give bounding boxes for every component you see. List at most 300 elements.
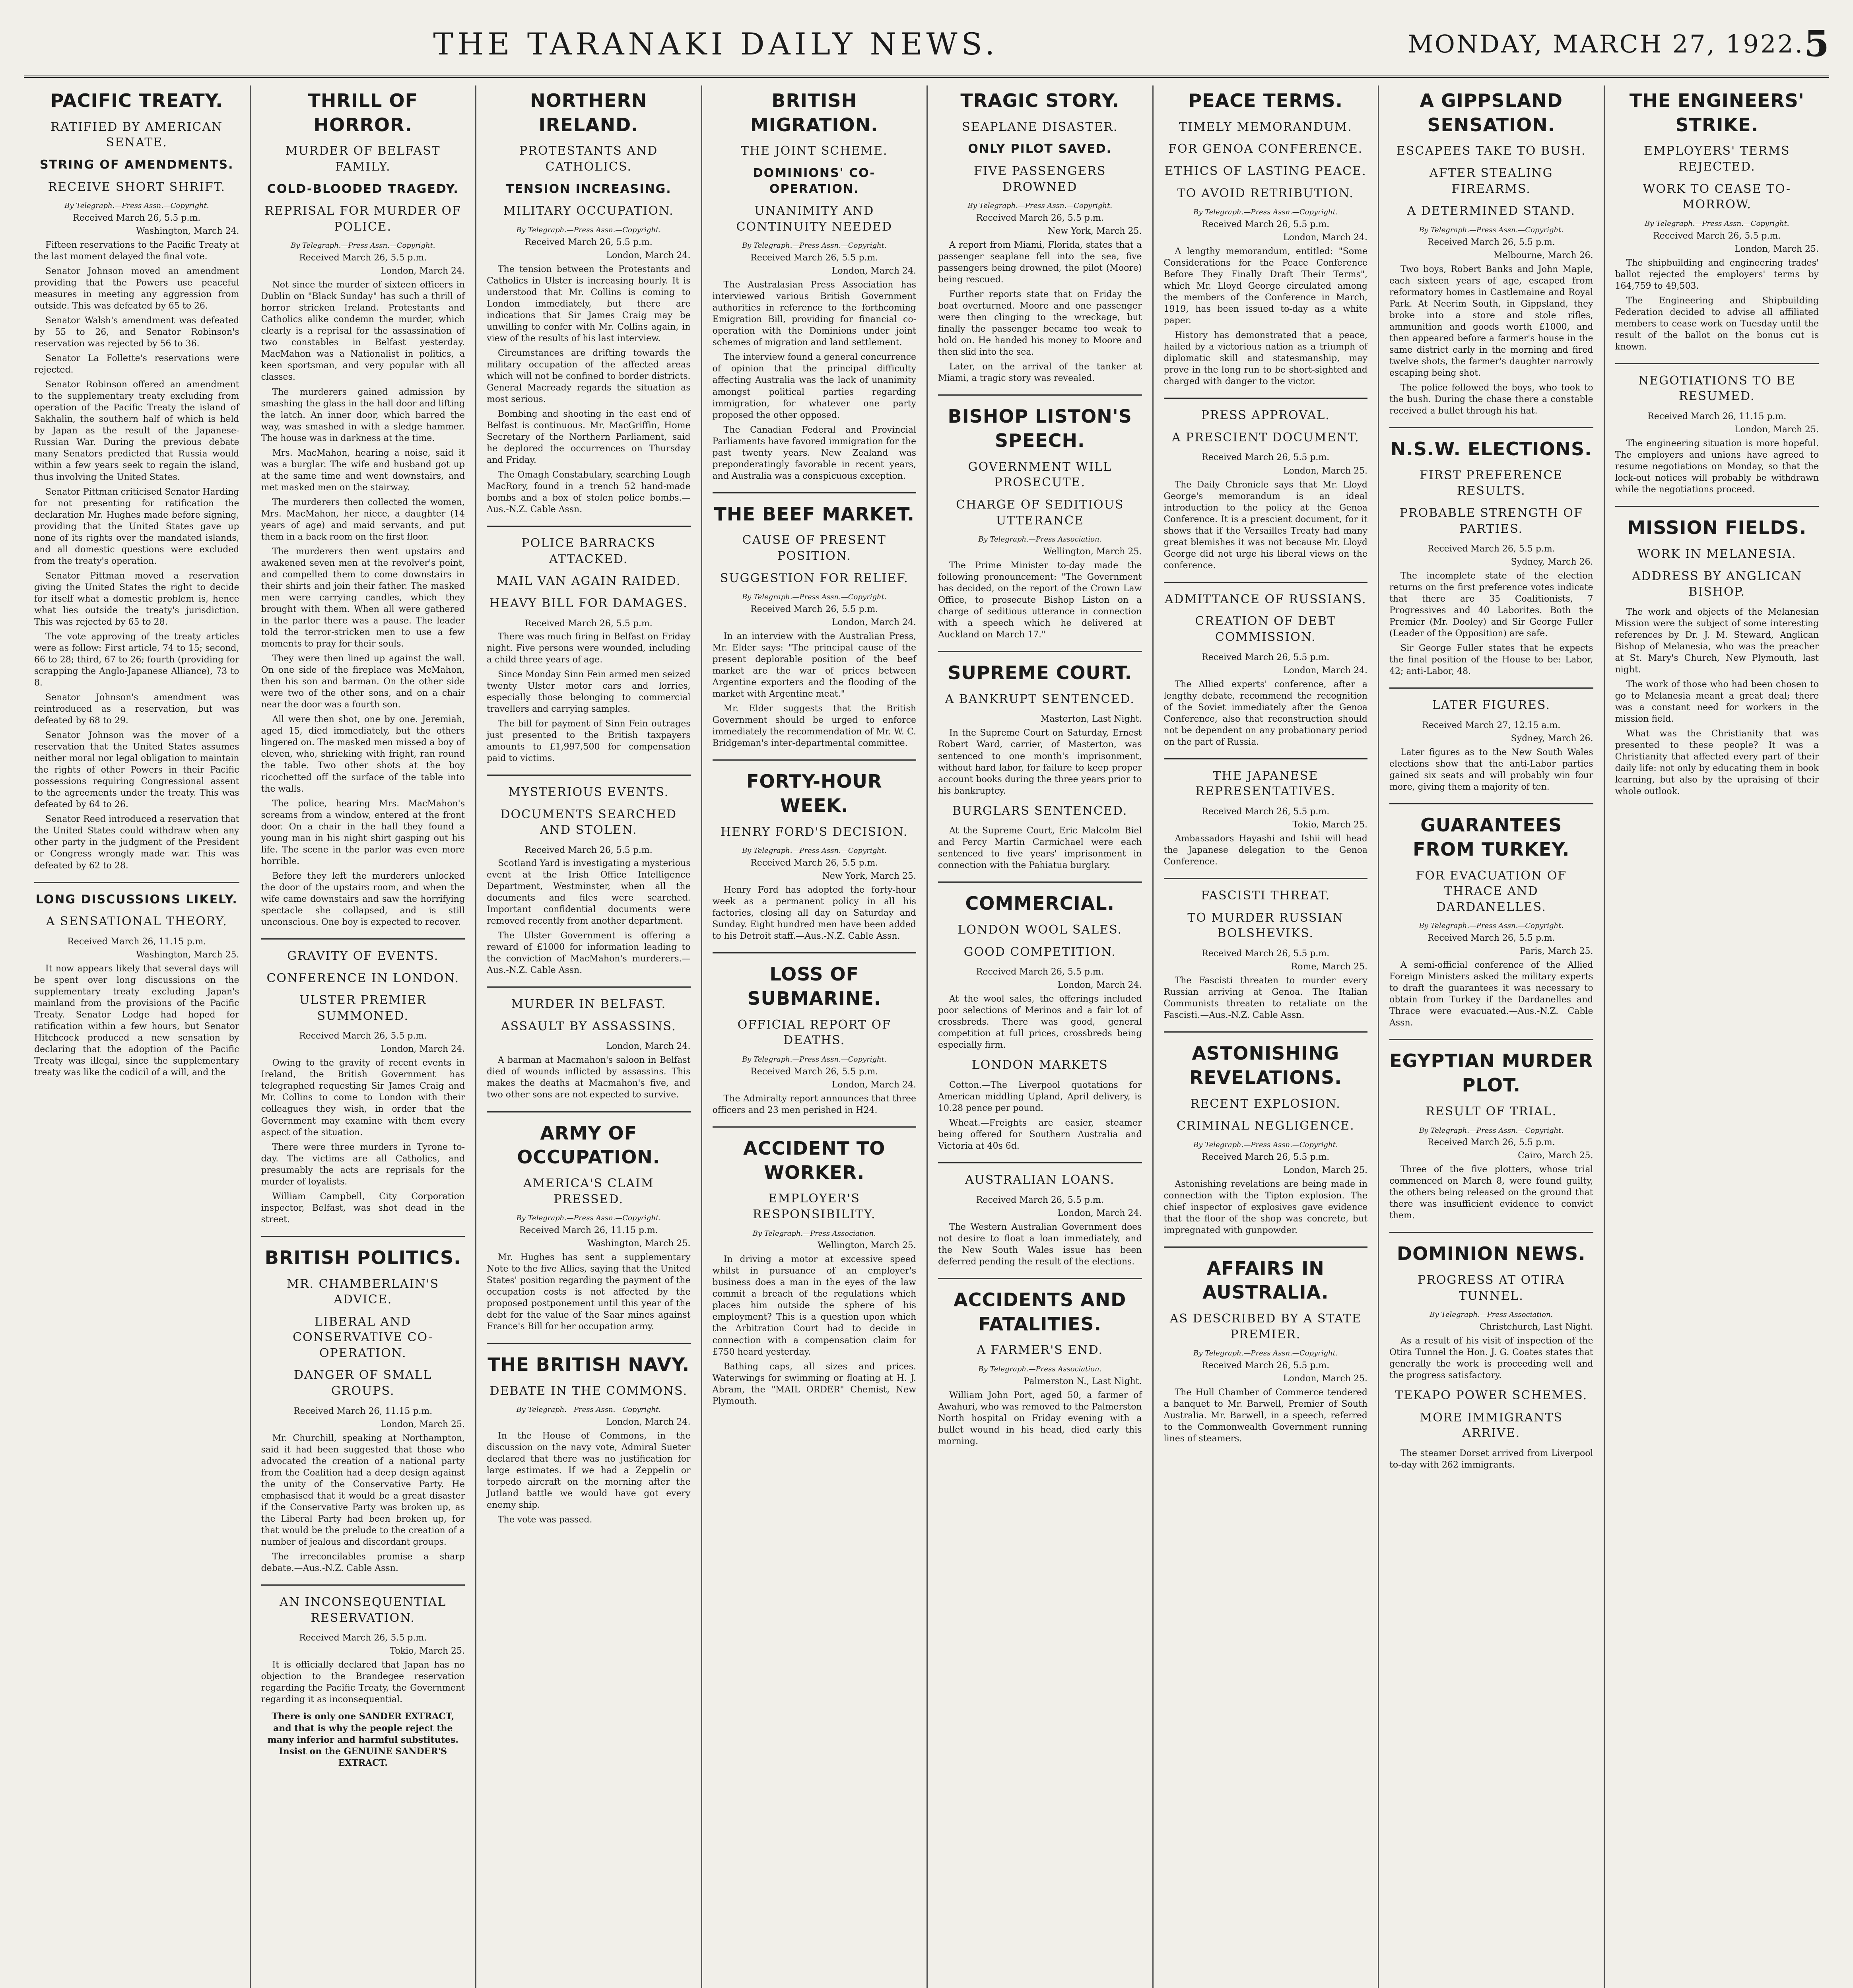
subheading: ADDRESS BY ANGLICAN BISHOP.	[1632, 569, 1802, 599]
wire-credit: By Telegraph.—Press Assn.—Copyright.	[1193, 1140, 1338, 1149]
column-7	[1378, 85, 1604, 1988]
subheading: WORK IN MELANESIA.	[1637, 547, 1797, 561]
paragraph: The shipbuilding and engineering trades' ballot rejected the employers' terms by 164,759 to 49,503.	[1615, 258, 1819, 291]
received-line: Received March 26, 5.5 p.m.	[976, 1195, 1104, 1205]
received-line: Received March 26, 5.5 p.m.	[1202, 452, 1330, 463]
dateline: Wellington, March 25.	[817, 1241, 916, 1251]
paragraph: The work and objects of the Melanesian Mission were the subject of some interesting references by Dr. J. M. Steward, Anglican Bishop of Melanesia, who was the preacher at St. Mary's Church, New Plymouth, last night.	[1615, 607, 1819, 675]
subheading: CRIMINAL NEGLIGENCE.	[1176, 1119, 1355, 1133]
article-mission-fields	[1615, 516, 1819, 808]
subheading: MILITARY OCCUPATION.	[503, 204, 674, 218]
article-admittance-of-russians	[1164, 592, 1368, 759]
article-tragic-story	[938, 89, 1142, 396]
received-line: Received March 26, 5.5 p.m.	[1202, 807, 1330, 817]
headline: FASCISTI THREAT.	[1201, 889, 1331, 903]
wire-credit: By Telegraph.—Press Association.	[752, 1229, 876, 1238]
paragraph: The Fascisti threaten to murder every Russian arriving at Genoa. The Italian Communists threaten to retaliate on the Fascisti.—Aus.-N.Z. Cable Assn.	[1163, 976, 1367, 1021]
article-accidents-fatalities	[938, 1288, 1142, 1458]
dateline: Melbourne, March 26.	[1494, 250, 1593, 260]
subheading: DOMINIONS' CO-OPERATION.	[753, 166, 876, 196]
dateline: London, March 24.	[831, 1079, 916, 1090]
subheading: WORK TO CEASE TO-MORROW.	[1643, 182, 1791, 212]
dateline: Washington, March 24.	[136, 226, 239, 236]
headline: ADMITTANCE OF RUSSIANS.	[1164, 592, 1367, 606]
dateline: Rome, March 25.	[1291, 961, 1367, 972]
received-line: Received March 26, 5.5 p.m.	[750, 1066, 878, 1077]
paragraph: The Australasian Press Association has interviewed various British Government authorities in reference to the forthcoming Emigration Bill, providing for financial co-operation with the Dominions under joint schemes of migration and land settlement.	[712, 280, 916, 348]
headline: ARMY OF OCCUPATION.	[517, 1122, 660, 1168]
headline: PRESS APPROVAL.	[1201, 408, 1330, 423]
wire-credit: By Telegraph.—Press Assn.—Copyright.	[64, 202, 209, 210]
paragraph: Cotton.—The Liverpool quotations for American middling Upland, April delivery, is 10.28 pence per pound.	[938, 1080, 1142, 1114]
paragraph: The Daily Chronicle says that Mr. Lloyd George's memorandum is an ideal introduction to the policy at the Genoa Conference. It is a prescient document, for it shows that if the Versailles Treaty had many great blemishes it was not because Mr. Lloyd George did not urge his liberal views on the conference.	[1163, 480, 1367, 571]
dateline: New York, March 25.	[1048, 226, 1142, 236]
wire-credit: By Telegraph.—Press Association.	[1430, 1310, 1553, 1319]
article-forty-hour-week	[713, 769, 917, 953]
article-british-politics	[261, 1246, 465, 1586]
headline: N.S.W. ELECTIONS.	[1390, 438, 1592, 460]
headline: LONG DISCUSSIONS LIKELY.	[35, 892, 238, 907]
headline: THRILL OF HORROR.	[308, 90, 418, 136]
columns	[24, 85, 1829, 1988]
article-police-barracks	[487, 536, 691, 776]
paragraph: Mr. Elder suggests that the British Government should be urged to enforce immediately the recommendation of Mr. W. C. Bridgeman's inter-departmental committee.	[712, 704, 916, 749]
subheading: AMERICA'S CLAIM PRESSED.	[523, 1176, 654, 1206]
dateline: Cairo, March 25.	[1518, 1151, 1593, 1161]
received-line: Received March 26, 5.5 p.m.	[1202, 948, 1330, 959]
paragraph: Senator Robinson offered an amendment to the supplementary treaty excluding from operation of the Pacific Treaty the island of Sakhalin, the southern half of which is held by Japan as the result of the Japanese-Russian War. During the previous debate many Senators predicted that Russia would within a few years seek to regain the island, thus involving the United States.	[34, 380, 239, 482]
received-line: Received March 26, 11.15 p.m.	[67, 936, 206, 947]
paragraph: A lengthy memorandum, entitled: "Some Considerations for the Peace Conference Before They Finally Draft Their Terms", which Mr. Lloyd George circulated among the members of the Conference in March, 1919, has been issued to-day as a white paper.	[1163, 246, 1367, 326]
received-line: Received March 26, 5.5 p.m.	[73, 213, 201, 223]
dateline: London, March 25.	[1283, 1165, 1367, 1175]
received-line: Received March 27, 12.15 a.m.	[1422, 720, 1561, 731]
received-line: Received March 26, 5.5 p.m.	[976, 213, 1104, 223]
paragraph: A barman at Macmahon's saloon in Belfast died of wounds inflicted by assassins. This makes the deaths at Macmahon's five, and two other sons are not expected to survive.	[487, 1055, 691, 1100]
paragraph: Sir George Fuller states that he expects the final position of the House to be: Labor, 42; anti-Labor, 48.	[1389, 643, 1593, 677]
wire-credit: By Telegraph.—Press Assn.—Copyright.	[1419, 922, 1564, 930]
headline: THE JAPANESE REPRESENTATIVES.	[1195, 769, 1336, 799]
wire-credit: By Telegraph.—Press Assn.—Copyright.	[742, 846, 887, 855]
received-line: Received March 26, 5.5 p.m.	[1427, 933, 1555, 944]
paragraph: The Omagh Constabulary, searching Lough MacRory, found in a trench 52 hand-made bombs and a box of stolen police bombs.—Aus.-N.Z. Cable Assn.	[487, 470, 691, 515]
dateline: New York, March 25.	[822, 871, 916, 881]
article-press-approval	[1164, 408, 1368, 583]
wire-credit: By Telegraph.—Press Assn.—Copyright.	[742, 593, 887, 602]
headline: ACCIDENTS AND FATALITIES.	[954, 1289, 1127, 1335]
received-line: Received March 26, 5.5 p.m.	[1427, 1138, 1555, 1148]
paragraph: The police, hearing Mrs. MacMahon's screams from a window, entered at the front door. On a chair in the hall they found a young man in his night shirt gasping out his life. The scene in the parlor was even more horrible.	[261, 798, 465, 866]
subheading: SEAPLANE DISASTER.	[962, 120, 1118, 134]
paragraph: Scotland Yard is investigating a mysterious event at the Irish Office Intelligence Department, Westminster, when all the documents and files were searched. Important confidential documents were removed recently from another department.	[487, 858, 691, 926]
headline: THE ENGINEERS' STRIKE.	[1629, 90, 1804, 136]
dateline: London, March 24.	[380, 266, 465, 276]
column-6	[1152, 85, 1378, 1988]
dateline: Christchurch, Last Night.	[1479, 1322, 1593, 1332]
wire-credit: By Telegraph.—Press Assn.—Copyright.	[290, 241, 435, 250]
paragraph: It is officially declared that Japan has no objection to the Brandegee reservation regarding the Pacific Treaty, the Government regarding it as inconsequential.	[261, 1660, 465, 1705]
paragraph: The steamer Dorset arrived from Liverpool to-day with 262 immigrants.	[1389, 1448, 1593, 1470]
headline: THE BRITISH NAVY.	[488, 1354, 690, 1376]
article-japanese-representatives	[1164, 768, 1368, 879]
subheading: MORE IMMIGRANTS ARRIVE.	[1420, 1410, 1563, 1441]
paragraph: William Campbell, City Corporation inspector, Belfast, was shot dead in the street.	[261, 1191, 465, 1225]
headline: ACCIDENT TO WORKER.	[743, 1137, 886, 1183]
wire-credit: By Telegraph.—Press Assn.—Copyright.	[516, 225, 661, 234]
headline: LOSS OF SUBMARINE.	[747, 963, 882, 1010]
headline: GUARANTEES FROM TURKEY.	[1413, 814, 1570, 860]
subheading: ASSAULT BY ASSASSINS.	[501, 1019, 676, 1033]
paragraph: The irreconcilables promise a sharp debate.—Aus.-N.Z. Cable Assn.	[261, 1552, 465, 1574]
paragraph: Three of the five plotters, whose trial commenced on March 8, were found guilty, the others being released on the ground that there was insufficient evidence to convict them.	[1389, 1165, 1593, 1221]
subheading: A SENSATIONAL THEORY.	[46, 914, 227, 929]
subheading: OFFICIAL REPORT OF DEATHS.	[737, 1017, 891, 1048]
article-australian-loans	[938, 1172, 1142, 1279]
subheading: STRING OF AMENDMENTS.	[40, 157, 234, 172]
article-guarantees-from-turkey	[1389, 813, 1593, 1040]
paragraph: The Prime Minister to-day made the following pronouncement: "The Government has decided, on the report of the Crown Law Office, to prosecute Bishop Liston on a charge of seditious utterance in connection with a speech which he delivered at Auckland on March 17."	[938, 560, 1142, 640]
received-line: Received March 26, 5.5 p.m.	[1202, 1361, 1330, 1371]
wire-credit: By Telegraph.—Press Assn.—Copyright.	[967, 202, 1113, 210]
paragraph: Circumstances are drifting towards the military occupation of the affected areas which will not be confined to border districts. General Macready regards the situation as most serious.	[487, 348, 691, 404]
subheading: AS DESCRIBED BY A STATE PREMIER.	[1169, 1312, 1362, 1342]
paragraph: Senator Walsh's amendment was defeated by 55 to 26, and Senator Robinson's reservation was rejected by 56 to 36.	[34, 316, 239, 349]
dateline: London, March 24.	[1283, 232, 1367, 243]
dateline: London, March 24.	[606, 1041, 691, 1052]
dateline: Palmerston N., Last Night.	[1024, 1376, 1142, 1386]
subheading: TENSION INCREASING.	[505, 182, 672, 196]
headline: TRAGIC STORY.	[960, 90, 1120, 111]
dateline: Washington, March 25.	[136, 949, 239, 960]
wire-credit: By Telegraph.—Press Assn.—Copyright.	[1193, 1349, 1338, 1358]
paragraph: Senator La Follette's reservations were rejected.	[34, 353, 239, 375]
paragraph: At the Supreme Court, Eric Malcolm Biel and Percy Martin Carmichael were each sentenced to five years' imprisonment in connection with the Pahiatua burglary.	[938, 826, 1142, 871]
paragraph: The Allied experts' conference, after a lengthy debate, recommend the recognition of the Soviet immediately after the Genoa Conference, also that reconstruction should not be dependent on any probationary period on the part of Russia.	[1163, 679, 1367, 747]
paragraph: The Admiralty report announces that three officers and 23 men perished in H24.	[712, 1093, 916, 1115]
headline: AN INCONSEQUENTIAL RESERVATION.	[280, 1595, 447, 1625]
column-3	[475, 85, 701, 1988]
subheading: A PRESCIENT DOCUMENT.	[1171, 430, 1360, 445]
subheading: CHARGE OF SEDITIOUS UTTERANCE	[956, 497, 1124, 528]
article-inconsequential-reservation	[261, 1594, 465, 1776]
article-british-navy	[487, 1353, 691, 1536]
subheading: ULSTER PREMIER SUMMONED.	[299, 993, 427, 1023]
paragraph: The interview found a general concurrence of opinion that the principal difficulty affecting Australia was the lack of unanimity amongst political parties regarding immigration, for whatever one party proposed the other opposed.	[712, 352, 916, 420]
dateline: Paris, March 25.	[1520, 946, 1593, 957]
subheading: THE JOINT SCHEME.	[740, 144, 888, 158]
paragraph: The work of those who had been chosen to go to Melanesia meant a great deal; there was a constant need for workers in the mission field.	[1615, 679, 1819, 724]
headline: FORTY-HOUR WEEK.	[746, 771, 882, 817]
paragraph: The vote approving of the treaty articles were as follow: First article, 74 to 15; second, 66 to 28; third, 67 to 26; fourth (providing for scrapping the Anglo-Japanese Alliance), 73 to 8.	[34, 631, 239, 688]
subheading: DEBATE IN THE COMMONS.	[489, 1384, 688, 1398]
received-line: Received March 26, 5.5 p.m.	[299, 1031, 427, 1041]
subheading: FIVE PASSENGERS DROWNED	[973, 164, 1106, 194]
subheading: LONDON MARKETS	[971, 1058, 1108, 1072]
received-line: Received March 26, 5.5 p.m.	[524, 618, 653, 629]
dateline: London, March 24.	[380, 1044, 465, 1054]
wire-credit: By Telegraph.—Press Assn.—Copyright.	[516, 1406, 661, 1414]
headline: AUSTRALIAN LOANS.	[965, 1173, 1115, 1187]
subheading: RECEIVE SHORT SHRIFT.	[48, 180, 225, 194]
received-line: Received March 26, 5.5 p.m.	[1202, 1152, 1330, 1162]
received-line: Received March 26, 5.5 p.m.	[1202, 652, 1330, 662]
subheading: LIBERAL AND CONSERVATIVE CO-OPERATION.	[293, 1314, 433, 1360]
paragraph: Henry Ford has adopted the forty-hour week as a permanent policy in all his factories, closing all day on Saturday and Sunday. Eight hundred men have been added to his Detroit staff.—Aus.-N.Z. Cable Assn.	[712, 885, 916, 942]
subheading: HEAVY BILL FOR DAMAGES.	[489, 596, 688, 611]
article-northern-ireland	[487, 89, 691, 527]
article-pacific-treaty	[34, 89, 239, 883]
received-line: Received March 26, 5.5 p.m.	[750, 604, 878, 614]
article-gippsland-sensation	[1389, 89, 1593, 428]
subheading: TEKAPO POWER SCHEMES.	[1395, 1388, 1588, 1403]
paragraph: The engineering situation is more hopeful. The employers and unions have agreed to resume negotiations on Monday, so that the lock-out notices will probably be withdrawn while the negotiations proceed.	[1615, 439, 1819, 495]
column-1	[24, 85, 250, 1988]
column-5	[926, 85, 1152, 1988]
paragraph: Mrs. MacMahon, hearing a noise, said it was a burglar. The wife and husband got up at the same time and went downstairs, and met masked men on the stairway.	[261, 448, 465, 493]
received-line: Received March 26, 5.5 p.m.	[524, 845, 653, 855]
paragraph: The murderers then went upstairs and awakened seven men at the revolver's point, and compelled them to come downstairs in their shirts and join their father. The masked men were carrying candles, which they brought with them. When all were gathered in the parlor there was a pause. The leader told the terror-stricken men to use a few moments to pray for their souls.	[261, 546, 465, 649]
paragraph: Senator Pittman moved a reservation giving the United States the right to decide for itself what a domestic problem is, hence what lies outside the treaty's jurisdiction. This was rejected by 65 to 28.	[34, 571, 239, 627]
article-egyptian-murder-plot	[1389, 1049, 1593, 1233]
subheading: EMPLOYERS' TERMS REJECTED.	[1643, 144, 1790, 174]
subheading: A DETERMINED STAND.	[1407, 204, 1575, 218]
headline: BRITISH POLITICS.	[264, 1246, 461, 1268]
received-line: Received March 26, 5.5 p.m.	[750, 253, 878, 263]
subheading: MR. CHAMBERLAIN'S ADVICE.	[287, 1277, 439, 1307]
article-negotiations-resumed	[1615, 373, 1819, 507]
paragraph: Later, on the arrival of the tanker at Miami, a tragic story was revealed.	[938, 362, 1142, 384]
article-affairs-in-australia	[1164, 1256, 1368, 1455]
subheading: AFTER STEALING FIREARMS.	[1429, 166, 1553, 196]
subheading: FOR EVACUATION OF THRACE AND DARDANELLES.	[1416, 868, 1567, 914]
paragraph: All were then shot, one by one. Jeremiah, aged 15, died immediately, but the others lingered on. The masked men missed a boy of eleven, who, shrieking with fright, ran round the table. Two other shots at the boy ricochetted off the surface of the table into the walls.	[261, 714, 465, 794]
dateline: Tokio, March 25.	[1292, 820, 1367, 830]
paragraph: In driving a motor at excessive speed whilst in pursuance of an employer's business does a man in the eyes of the law commit a breach of the regulations which places him outside the sphere of his employment? This is a question upon which the Arbitration Court had to decide in connection with a compensation claim for £750 heard yesterday.	[712, 1254, 916, 1357]
received-line: Received March 26, 5.5 p.m.	[750, 858, 878, 868]
dateline: Wellington, March 25.	[1043, 546, 1142, 557]
paragraph: The Hull Chamber of Commerce tendered a banquet to Mr. Barwell, Premier of South Australia. Mr. Barwell, in a speech, referred to the Commonwealth Government running lines of steamers.	[1163, 1388, 1367, 1444]
masthead	[24, 12, 1829, 78]
subheading: A BANKRUPT SENTENCED.	[945, 692, 1135, 706]
headline: MYSTERIOUS EVENTS.	[508, 785, 669, 800]
subheading: TO AVOID RETRIBUTION.	[1177, 186, 1354, 200]
paragraph: Mr. Hughes has sent a supplementary Note to the five Allies, saying that the United States' position regarding the payment of the occupation costs is not affected by the proposed postponement until this year of the debt for the value of the Saar mines against France's Bill for her occupation army.	[487, 1252, 691, 1332]
article-beef-market	[713, 502, 917, 761]
dateline: Sydney, March 26.	[1511, 557, 1593, 567]
received-line: Received March 26, 11.15 p.m.	[1647, 412, 1787, 422]
paragraph: Senator Pittman criticised Senator Harding for not presenting for ratification the declaration Mr. Hughes made before signing, providing that the United States gave up none of its rights over the mandated islands, and all domestic questions were excluded from the treaty's operation.	[34, 487, 239, 566]
subheading: TO MURDER RUSSIAN BOLSHEVIKS.	[1187, 911, 1344, 941]
article-british-migration	[713, 89, 917, 493]
paragraph: The Western Australian Government does not desire to float a loan immediately, and the New South Wales issue has been deferred pending the result of the elections.	[938, 1222, 1142, 1267]
paragraph: The murderers then collected the women, Mrs. MacMahon, her niece, a daughter (14 years of age) and maid servants, and put them in a back room on the first floor.	[261, 497, 465, 542]
dateline: London, March 24.	[1057, 980, 1142, 990]
headline: POLICE BARRACKS ATTACKED.	[521, 536, 656, 566]
article-loss-of-submarine	[713, 962, 917, 1128]
headline: SUPREME COURT.	[948, 662, 1132, 684]
subheading: DANGER OF SMALL GROUPS.	[293, 1368, 432, 1398]
paragraph: Since Monday Sinn Fein armed men seized twenty Ulster motor cars and lorries, especially those belonging to commercial travellers and carrying samples.	[487, 669, 691, 714]
paragraph: A semi-official conference of the Allied Foreign Ministers asked the military experts to draft the guarantees it was necessary to obtain from Turkey if the Dardanelles and Thrace were evacuated.—Aus.-N.Z. Cable Assn.	[1389, 960, 1593, 1028]
headline: MISSION FIELDS.	[1627, 517, 1807, 539]
received-line: Received March 26, 5.5 p.m.	[1202, 219, 1330, 229]
advertisement: Bathing caps, all sizes and prices. Waterwings for swimming or floating at H. J. Abram, the "MAIL ORDER" Chemist, New Plymouth.	[712, 1361, 916, 1406]
paragraph: A report from Miami, Florida, states that a passenger seaplane fell into the sea, five passengers being drowned, the pilot (Moore) being rescued.	[938, 240, 1142, 285]
headline: PEACE TERMS.	[1188, 90, 1343, 111]
subheading: HENRY FORD'S DECISION.	[721, 825, 908, 839]
article-gravity-of-events	[261, 948, 465, 1237]
received-line: Received March 26, 5.5 p.m.	[1653, 231, 1781, 241]
dateline: London, March 25.	[380, 1419, 465, 1429]
paragraph: Fifteen reservations to the Pacific Treaty at the last moment delayed the final vote.	[34, 240, 239, 262]
subheading: UNANIMITY AND CONTINUITY NEEDED	[736, 204, 892, 234]
article-mysterious-events	[487, 784, 691, 988]
paragraph: There was much firing in Belfast on Friday night. Five persons were wounded, including a child three years of age.	[487, 631, 691, 665]
dateline: London, March 24.	[831, 266, 916, 276]
subheading: EMPLOYER'S RESPONSIBILITY.	[752, 1192, 876, 1221]
paragraph: In the Supreme Court on Saturday, Ernest Robert Ward, carrier, of Masterton, was sentenced to one month's imprisonment, without hard labor, for failure to keep proper account books during the three years prior to his bankruptcy.	[938, 728, 1142, 796]
dateline: London, March 25.	[1283, 1374, 1367, 1384]
paragraph: In the House of Commons, in the discussion on the navy vote, Admiral Sueter declared that there was no justification for large estimates. If we had a Zeppelin or torpedo aircraft on the morning after the Jutland battle we would have got every enemy ship.	[487, 1431, 691, 1510]
dateline: Tokio, March 25.	[390, 1646, 465, 1656]
paragraph: The Engineering and Shipbuilding Federation decided to advise all affiliated members to cease work on Tuesday until the result of the ballot on the bonus cut is known.	[1615, 295, 1819, 352]
paragraph: Senator Johnson's amendment was reintroduced as a reservation, but was defeated by 68 to 29.	[34, 693, 239, 726]
subheading: FOR GENOA CONFERENCE.	[1168, 142, 1363, 156]
paragraph: Ambassadors Hayashi and Ishii will head the Japanese delegation to the Genoa Conference.	[1163, 834, 1367, 867]
received-line: Received March 26, 5.5 p.m.	[1427, 237, 1555, 247]
paragraph: Senator Johnson was the mover of a reservation that the United States assumes neither moral nor legal obligation to maintain the rights of other Powers in their Pacific possessions requiring Congressional assent to the agreements under the treaty. This was defeated by 64 to 26.	[34, 730, 239, 810]
paragraph: They were then lined up against the wall. On one side of the fireplace was McMahon, then his son and barman. On the other side were two of the other sons, and on a chair near the door was a fourth son.	[261, 654, 465, 710]
paragraph: Owing to the gravity of recent events in Ireland, the British Government has telegraphed requesting Sir James Craig and Mr. Collins to come to London with their colleagues they wish, in order that the Government may examine with them every aspect of the situation.	[261, 1058, 465, 1138]
article-thrill-of-horror	[261, 89, 465, 940]
paragraph: There were three murders in Tyrone to-day. The victims are all Catholics, and presumably the acts are reprisals for the murder of loyalists.	[261, 1142, 465, 1187]
dateline: Masterton, Last Night.	[1040, 714, 1142, 724]
paragraph: The Ulster Government is offering a reward of £1000 for information leading to the conviction of MacMahon's murderers.—Aus.-N.Z. Cable Assn.	[487, 931, 691, 976]
dateline: London, March 24.	[831, 617, 916, 628]
paragraph: Further reports state that on Friday the boat overturned. Moore and one passenger were then clinging to the wreckage, but finally the passenger became too weak to hold on. He handed his money to Moore and then slid into the sea.	[938, 289, 1142, 357]
column-4	[701, 85, 927, 1988]
dateline: London, March 24.	[1057, 1208, 1142, 1218]
paragraph: The police followed the boys, who took to the bush. During the chase there a constable received a bullet through his hat.	[1389, 382, 1593, 416]
subheading: RECENT EXPLOSION.	[1190, 1097, 1341, 1111]
headline: AFFAIRS IN AUSTRALIA.	[1202, 1257, 1329, 1303]
article-long-discussions	[34, 892, 239, 1089]
subheading: CREATION OF DEBT COMMISSION.	[1195, 614, 1336, 644]
dateline: London, March 24.	[606, 1417, 691, 1427]
subheading: GOOD COMPETITION.	[963, 945, 1116, 959]
wire-credit: By Telegraph.—Press Assn.—Copyright.	[516, 1214, 661, 1223]
subheading: ETHICS OF LASTING PEACE.	[1164, 164, 1367, 178]
issue-date: MONDAY, MARCH 27, 1922.	[1408, 29, 1804, 58]
wire-credit: By Telegraph.—Press Assn.—Copyright.	[742, 1055, 887, 1064]
subheading: PROBABLE STRENGTH OF PARTIES.	[1399, 506, 1583, 536]
subheading: FIRST PREFERENCE RESULTS.	[1420, 468, 1563, 498]
article-dominion-news	[1389, 1242, 1593, 1481]
article-later-figures	[1389, 697, 1593, 804]
paragraph: Bombing and shooting in the east end of Belfast is continuous. Mr. MacGriffin, Home Secretary of the Northern Parliament, said he deplored the occurrences on Thursday and Friday.	[487, 409, 691, 466]
received-line: Received March 26, 5.5 p.m.	[299, 1633, 427, 1643]
article-bishop-liston	[938, 404, 1142, 652]
headline: NORTHERN IRELAND.	[530, 90, 647, 136]
headline: THE BEEF MARKET.	[714, 503, 915, 525]
paragraph: Senator Johnson moved an amendment providing that the Powers use peaceful measures in meeting any aggression from outside. This was defeated by 65 to 26.	[34, 266, 239, 311]
headline: LATER FIGURES.	[1432, 698, 1550, 712]
paragraph: Wheat.—Freights are easier, steamer being offered for Southern Australia and Victoria at 40s 6d.	[938, 1118, 1142, 1151]
wire-credit: By Telegraph.—Press Association.	[978, 1365, 1102, 1374]
dateline: Sydney, March 26.	[1511, 734, 1593, 744]
wire-credit: By Telegraph.—Press Assn.—Copyright.	[1419, 225, 1564, 234]
headline: GRAVITY OF EVENTS.	[287, 949, 439, 963]
article-accident-to-worker	[713, 1136, 917, 1417]
paragraph: Not since the murder of sixteen officers in Dublin on "Black Sunday" has such a thrill of horror stricken Ireland. Protestants and Catholics alike condemn the murder, which clearly is a reprisal for the assassination of two constables in Belfast yesterday. MacMahon was a Nationalist in politics, a keen sportsman, and very popular with all classes.	[261, 280, 465, 382]
dateline: London, March 24.	[1283, 665, 1367, 676]
subheading: CAUSE OF PRESENT POSITION.	[742, 533, 886, 563]
paragraph: Before they left the murderers unlocked the door of the upstairs room, and when the wife came downstairs and saw the horrifying spectacle she collapsed, and is still unconscious. One boy is expected to recover.	[261, 871, 465, 927]
wire-credit: By Telegraph.—Press Association.	[978, 535, 1102, 544]
paragraph: Senator Reed introduced a reservation that the United States could withdraw when any other party in the judgment of the President or Congress wrongly made war. This was defeated by 62 to 28.	[34, 814, 239, 871]
wire-credit: By Telegraph.—Press Assn.—Copyright.	[1193, 208, 1338, 217]
subheading: COLD-BLOODED TRAGEDY.	[267, 182, 459, 196]
paragraph: Mr. Churchill, speaking at Northampton, said it had been suggested that those who advocated the creation of a national party from the Coalition had a deep design against the unity of the Conservative Party. He emphasised that it would be a great disaster if the Conservative Party was broken up, as the Liberal Party had been broken up, for that would be the prelude to the creation of a number of jealous and discordant groups.	[261, 1433, 465, 1547]
paragraph: The murderers gained admission by smashing the glass in the hall door and lifting the latch. An inner door, which barred the way, was smashed in with a sledge hammer. The house was in darkness at the time.	[261, 387, 465, 443]
article-fascisti-threat	[1164, 888, 1368, 1033]
paragraph: The incomplete state of the election returns on the first preference votes indicate that there are 35 Coalitionists, 7 Progressives and 40 Laborites. Both the Premier (Mr. Dooley) and Sir George Fuller (Leader of the Opposition) are safe.	[1389, 571, 1593, 639]
paragraph: Astonishing revelations are being made in connection with the Tipton explosion. The chief inspector of explosives gave evidence that the floor of the shop was concrete, but impregnated with gunpowder.	[1163, 1179, 1367, 1235]
received-line: Received March 26, 5.5 p.m.	[1427, 544, 1555, 554]
subheading: CONFERENCE IN LONDON.	[266, 971, 460, 985]
newspaper-title: THE TARANAKI DAILY NEWS.	[433, 26, 999, 62]
received-line: Received March 26, 5.5 p.m.	[299, 253, 427, 263]
advertisement: There is only one SANDER EXTRACT, and that is why the people reject the many inferior and harmful substitutes. Insist on the GENUINE SANDER'S EXTRACT.	[267, 1711, 459, 1768]
headline: EGYPTIAN MURDER PLOT.	[1389, 1050, 1593, 1096]
paragraph: William John Port, aged 50, a farmer of Awahuri, who was removed to the Palmerston North hospital on Friday evening with a bullet wound in his head, died early this morning.	[938, 1390, 1142, 1446]
subheading: REPRISAL FOR MURDER OF POLICE.	[264, 204, 461, 234]
headline: COMMERCIAL.	[965, 893, 1115, 914]
dateline: London, March 25.	[1734, 425, 1819, 435]
subheading: TIMELY MEMORANDUM.	[1179, 120, 1352, 134]
received-line: Received March 26, 5.5 p.m.	[976, 967, 1104, 977]
article-murder-in-belfast	[487, 996, 691, 1112]
subheading: LONDON WOOL SALES.	[958, 923, 1123, 937]
paragraph: As a result of his visit of inspection of the Otira Tunnel the Hon. J. G. Coates states that generally the work is proceeding well and the progress satisfactory.	[1389, 1336, 1593, 1381]
dateline: London, March 24.	[606, 250, 691, 260]
received-line: Received March 26, 5.5 p.m.	[524, 237, 653, 247]
subheading: GOVERNMENT WILL PROSECUTE.	[968, 460, 1112, 490]
subheading: PROGRESS AT OTIRA TUNNEL.	[1418, 1273, 1565, 1303]
subheading: MAIL VAN AGAIN RAIDED.	[496, 574, 681, 588]
paragraph: The vote was passed.	[498, 1515, 592, 1525]
paragraph: In an interview with the Australian Press, Mr. Elder says: "The principal cause of the present deplorable position of the beef market are the war of prices between Argentine exporters and the flooding of the market with Argentine meat."	[712, 631, 916, 699]
subheading: A FARMER'S END.	[977, 1343, 1103, 1357]
paragraph: The bill for payment of Sinn Fein outrages just presented to the British taxpayers amounts to £1,997,500 for compensation paid to victims.	[487, 718, 691, 763]
paragraph: It now appears likely that several days will be spent over long discussions on the supplementary treaty excluding Japan's mainland from the provisions of the Pacific Treaty. Senator Lodge had hoped for ratification within a few hours, but Senator Hitchcock produced a new sensation by declaring that the adoption of the Pacific Treaty was illegal, since the supplementary treaty was like the codicil of a will, and the	[34, 963, 239, 1078]
headline: ASTONISHING REVELATIONS.	[1189, 1043, 1342, 1088]
page-number: 5	[1804, 23, 1829, 65]
wire-credit: By Telegraph.—Press Assn.—Copyright.	[742, 241, 887, 250]
paragraph: Two boys, Robert Banks and John Maple, each sixteen years of age, escaped from reformatory homes in Castlemaine and Royal Park. At Neerim South, in Gippsland, they broke into a store and stole rifles, ammunition and goods worth £1000, and then appeared before a farmer's house in the same district early in the morning and fired twelve shots, the farmer's daughter narrowly escaping being shot.	[1389, 264, 1593, 378]
subheading: BURGLARS SENTENCED.	[952, 804, 1128, 818]
headline: A GIPPSLAND SENSATION.	[1420, 90, 1563, 136]
paragraph: What was the Christianity that was presented to these people? It was a Christianity that affected every part of their daily life: not only by educating them in book learning, but also by the upraising of their whole outlook.	[1615, 729, 1819, 797]
article-astonishing-revelations	[1164, 1041, 1368, 1248]
paragraph: History has demonstrated that a peace, hailed by a victorious nation as a triumph of diplomatic skill and statesmanship, may prove in the long run to be short-sighted and charged with danger to the victor.	[1163, 330, 1367, 387]
paragraph: The tension between the Protestants and Catholics in Ulster is increasing hourly. It is understood that Mr. Collins is coming to London immediately, but there are indications that Sir James Craig may be unwilling to confer with Mr. Collins again, in view of the results of his last interview.	[487, 264, 691, 344]
subheading: RESULT OF TRIAL.	[1426, 1104, 1557, 1118]
article-peace-terms	[1164, 89, 1368, 399]
dateline: London, March 25.	[1283, 466, 1367, 476]
article-engineers-strike	[1615, 89, 1819, 364]
subheading: ESCAPEES TAKE TO BUSH.	[1396, 144, 1586, 158]
